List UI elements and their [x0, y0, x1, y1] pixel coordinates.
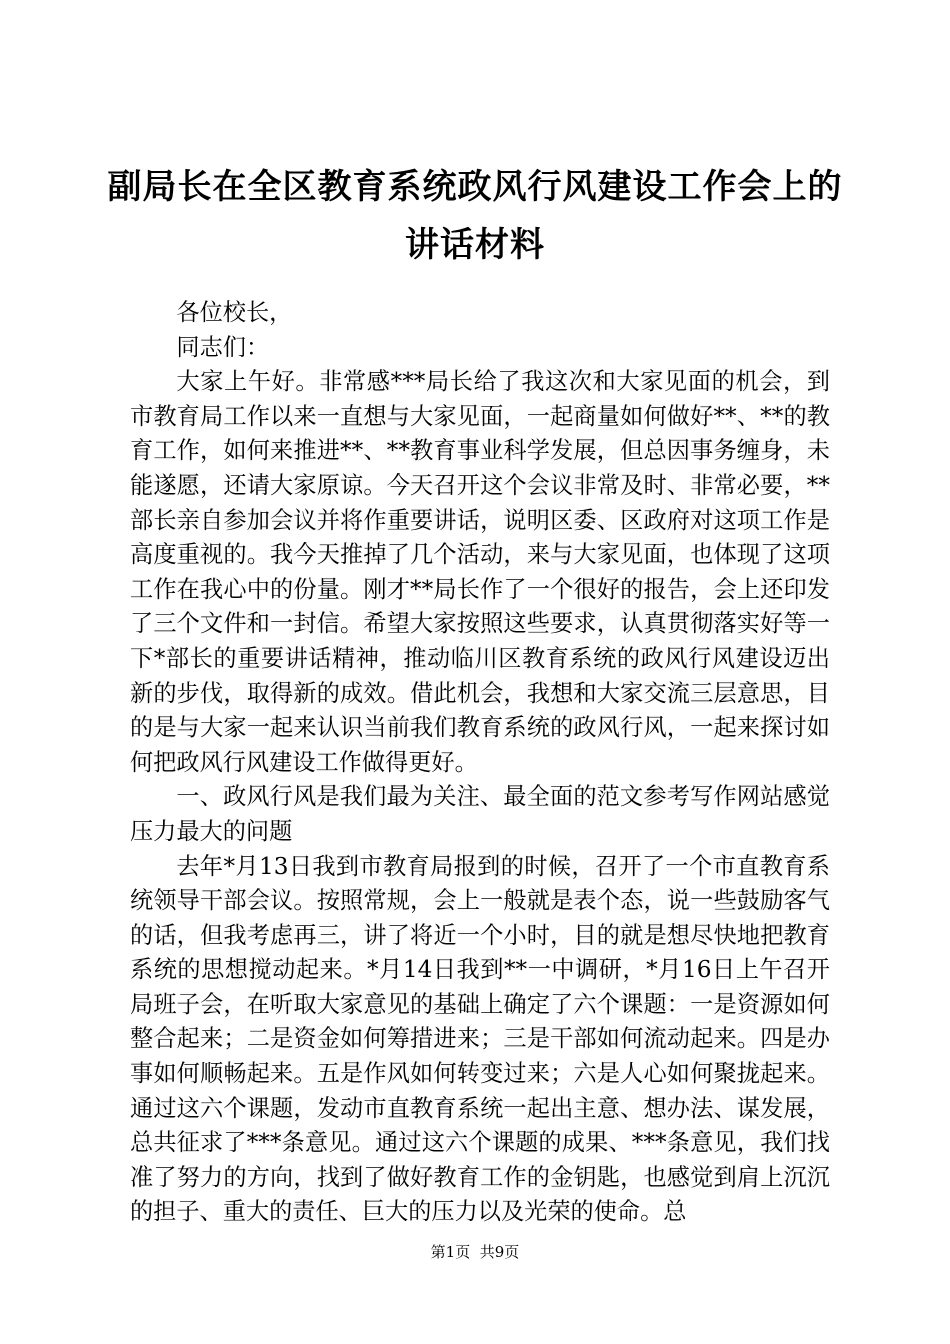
document-title: 副局长在全区教育系统政风行风建设工作会上的讲话材料	[107, 167, 843, 265]
page-footer	[0, 1242, 950, 1262]
page-number: 第1页	[430, 1243, 471, 1261]
paragraph-salutation-1: 各位校长，	[176, 299, 293, 326]
paragraph-salutation-2: 同志们：	[176, 333, 270, 361]
paragraph-section-heading-1: 一、政风行风是我们最为关注、最全面的范文参考写作网站感觉压力最大的问题	[130, 783, 830, 845]
page-total: 共9页	[479, 1243, 520, 1261]
document-body	[130, 296, 830, 1230]
paragraph-section-1-body: 去年*月13日我到市教育局报到的时候，召开了一个市直教育系统领导干部会议。按照常规，会上一般就是表个态，说一些鼓励客气的话，但我考虑再三，讲了将近一个小时，目的就是想尽快地把教育系统的思想搅动起来。*月14日我到**一中调研，*月16日上午召开局班子会，在听取大家意见的基础上确定了六个课题：一是资源如何整合起来；二是资金如何筹措进来；三是干部如何流动起来。四是办事如何顺畅起来。五是作风如何转变过来；六是人心如何聚拢起来。通过这六个课题，发动市直教育系统一起出主意、想办法、谋发展，总共征求了***条意见。通过这六个课题的成果、***条意见，我们找准了努力的方向，找到了做好教育工作的金钥匙，也感觉到肩上沉沉的担子、重大的责任、巨大的压力以及光荣的使命。总	[130, 852, 830, 1226]
paragraph-opening: 大家上午好。非常感***局长给了我这次和大家见面的机会，到市教育局工作以来一直想与大家见面，一起商量如何做好**、**的教育工作，如何来推进**、**教育事业科学发展，但总因事务缠身，未能遂愿，还请大家原谅。今天召开这个会议非常及时、非常必要，**部长亲自参加会议并将作重要讲话，说明区委、区政府对这项工作是高度重视的。我今天推掉了几个活动，来与大家见面，也体现了这项工作在我心中的份量。刚才**局长作了一个很好的报告，会上还印发了三个文件和一封信。希望大家按照这些要求，认真贯彻落实好等一下*部长的重要讲话精神，推动临川区教育系统的政风行风建设迈出新的步伐，取得新的成效。借此机会，我想和大家交流三层意思，目的是与大家一起来认识当前我们教育系统的政风行风，一起来探讨如何把政风行风建设工作做得更好。	[130, 368, 830, 776]
